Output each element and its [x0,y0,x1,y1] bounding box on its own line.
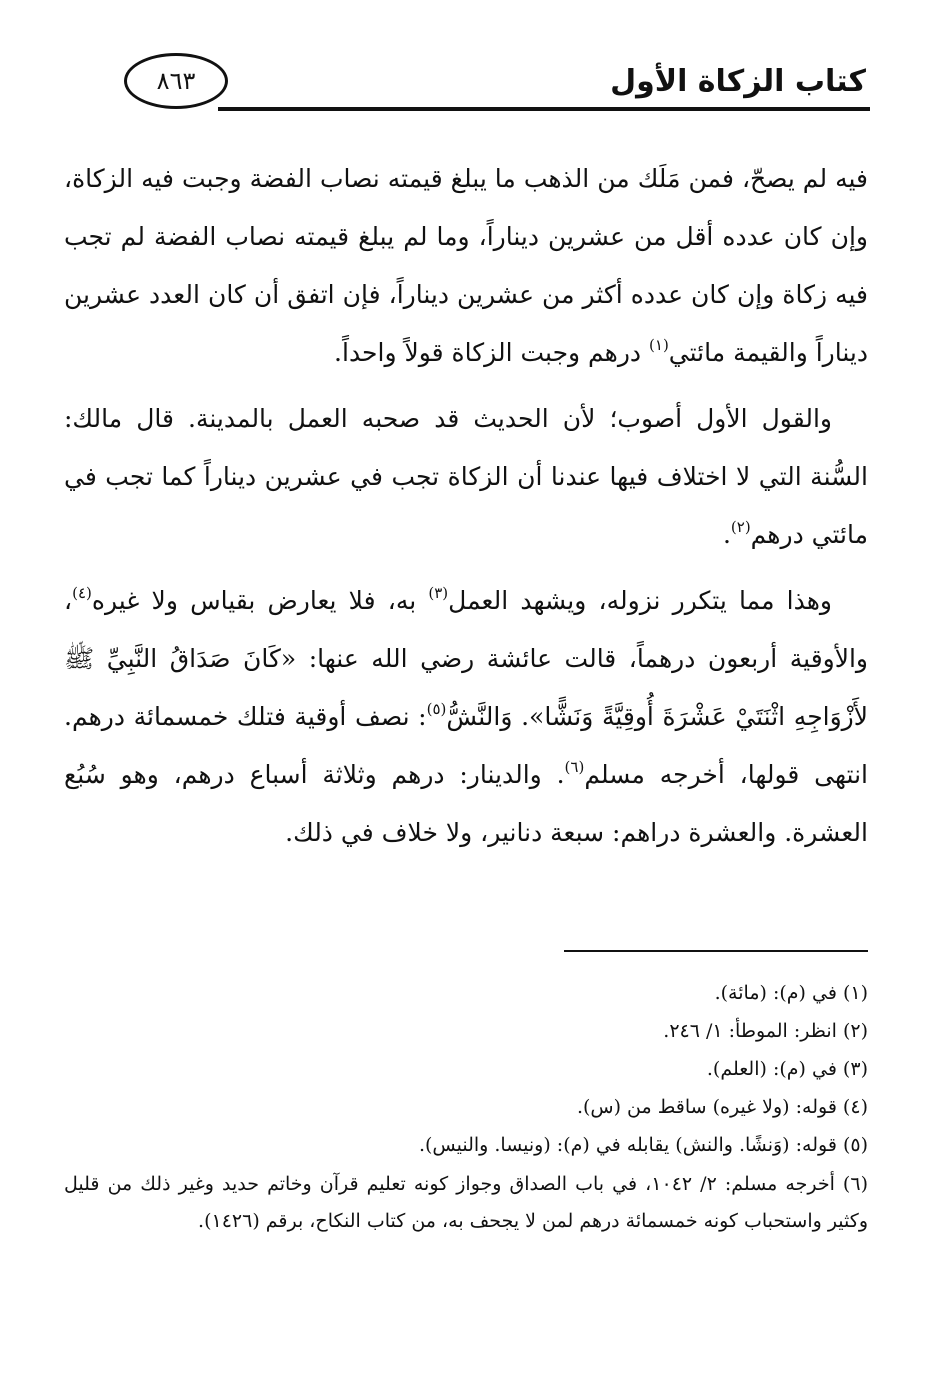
paragraph-3-text-b: به، فلا يعارض بقياس ولا غيره [91,586,429,615]
footnote-ref-1: (١) [649,336,669,354]
header-rule [218,107,870,111]
page-number: ٨٦٣ [156,67,196,95]
paragraph-2 [64,390,868,564]
footnote-4: (٤) قوله: (ولا غيره) ساقط من (س). [576,1096,868,1118]
paragraph-3 [64,572,868,862]
footnote-ref-2: (٢) [730,518,751,536]
footnote-separator [564,950,868,952]
paragraph-3-text-e: . والدينار: درهم وثلاثة أسباع درهم، وهو سُبُع العشرة. والعشرة دراهم: سبعة دنانير، ولا خلاف في ذلك. [64,760,868,847]
paragraph-3-text-c: ، والأوقية أربعون درهماً، قالت عائشة رضي الله عنها: «كَانَ صَدَاقُ النَّبِيِّ ﷺ لأَزْوَاجِهِ اثْنَتَيْ عَشْرَةَ أُوقِيَّةً وَنَشًّا». وَالنَّشُّ [64,586,868,731]
paragraph-3-text-d: : نصف أوقية فتلك خمسمائة درهم. انتهى قولها، أخرجه مسلم [64,702,868,789]
paragraph-2-end: . [722,520,731,549]
footnote-2: (٢) انظر: الموطأ: ١/ ٢٤٦. [663,1020,868,1042]
footnote-ref-5: (٥) [426,700,447,718]
footnote-6: (٦) أخرجه مسلم: ٢/ ١٠٤٢، في باب الصداق وجواز كونه تعليم قرآن وخاتم حديد وغير ذلك من قليل وكثير واستحباب كونه خمسمائة درهم لمن لا يجحف به، من كتاب النكاح، برقم (١٤٢٦). [64,1173,868,1232]
paragraph-1-end: درهم وجبت الزكاة قولاً واحداً. [334,338,650,367]
footnote-ref-4: (٤) [72,584,92,602]
footnotes [64,976,868,1244]
paragraph-1 [64,150,868,382]
page-number-oval [124,53,228,109]
paragraph-3-text-a: وهذا مما يتكرر نزوله، ويشهد العمل [448,586,832,615]
footnote-ref-6: (٦) [564,758,585,776]
footnote-3: (٣) في (م): (العلم). [706,1058,868,1080]
body-text [64,150,868,870]
footnote-5: (٥) قوله: (وَنشًا. والنش) يقابله في (م): (ونيسا. والنيس). [418,1134,868,1156]
footnote-1: (١) في (م): (مائة). [714,982,868,1004]
paragraph-2-text: والقول الأول أصوب؛ لأن الحديث قد صحبه العمل بالمدينة. قال مالك: السُّنة التي لا اختلاف فيها عندنا أن الزكاة تجب في عشرين ديناراً كما تجب في مائتي درهم [64,404,868,549]
paragraph-1-text: فيه لم يصحّ، فمن مَلَك من الذهب ما يبلغ قيمته نصاب الفضة وجبت فيه الزكاة، وإن كان عدده أقل من عشرين ديناراً، وما لم يبلغ قيمته نصاب الفضة لم تجب فيه زكاة وإن كان عدده أكثر من عشرين ديناراً، فإن اتفق أن كان العدد عشرين ديناراً والقيمة مائتي [64,164,868,367]
running-header-title: كتاب الزكاة الأول [610,64,866,99]
footnote-ref-3: (٣) [428,584,449,602]
